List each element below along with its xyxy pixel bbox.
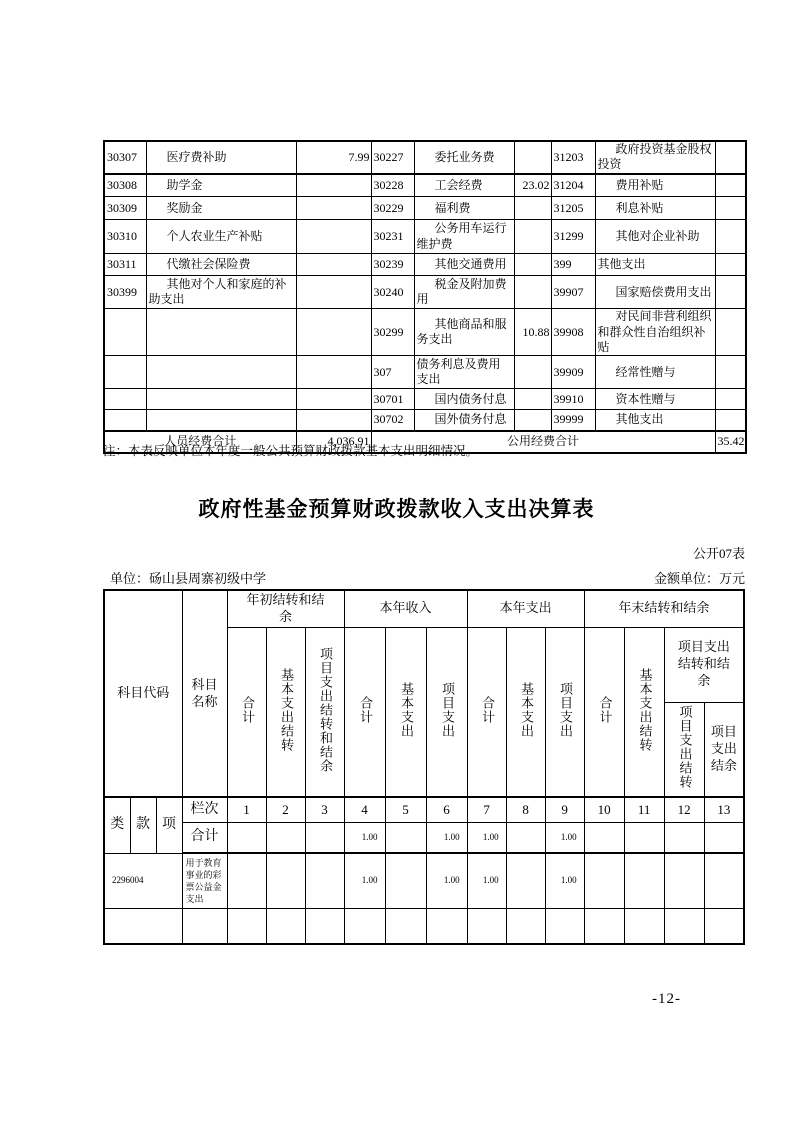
value-cell	[715, 276, 746, 309]
column-number: 12	[664, 797, 704, 822]
subject-name-header	[182, 590, 227, 797]
value-cell	[266, 822, 305, 853]
col-project-carry-text: 项目支出结转	[677, 705, 693, 790]
value-cell	[584, 853, 624, 908]
col-basic-carry-header	[624, 627, 664, 797]
value-cell	[545, 908, 584, 944]
name-cell: 其他对个人和家庭的补助支出	[146, 276, 296, 309]
value-cell	[715, 389, 746, 410]
name-cell: 代缴社会保险费	[146, 254, 296, 276]
value-cell	[514, 220, 551, 254]
code-cell	[104, 410, 146, 431]
unit-line	[110, 568, 745, 587]
column-number: 8	[506, 797, 545, 822]
col-total-header	[344, 627, 385, 797]
personnel-total-value: 4,036.91	[296, 431, 371, 453]
code-cell: 39910	[551, 389, 595, 410]
value-cell	[624, 822, 664, 853]
value-cell	[296, 197, 371, 220]
col-project-balance-header	[704, 702, 744, 797]
value-cell	[227, 822, 266, 853]
code-cell: 30229	[371, 197, 414, 220]
value-cell: 1.00	[344, 822, 385, 853]
value-cell	[385, 853, 426, 908]
col-basic-carry-header	[266, 627, 305, 797]
value-cell	[584, 822, 624, 853]
column-number: 11	[624, 797, 664, 822]
column-index-label: 栏次	[182, 797, 227, 822]
col-project-expense-text: 项目支出	[439, 681, 455, 738]
table-row	[104, 197, 746, 220]
col-basic-expense-header	[385, 627, 426, 797]
value-cell	[385, 822, 426, 853]
col-project-carry-header	[664, 702, 704, 797]
name-cell: 福利费	[414, 197, 514, 220]
value-cell	[664, 822, 704, 853]
col-basic-expense-header	[506, 627, 545, 797]
value-cell	[506, 908, 545, 944]
table-basic-expense-detail	[103, 140, 747, 454]
value-cell	[715, 309, 746, 356]
subject-code-header: 科目代码	[104, 590, 182, 797]
value-cell: 1.00	[545, 822, 584, 853]
value-cell	[514, 356, 551, 389]
column-number: 7	[467, 797, 506, 822]
column-number: 6	[426, 797, 467, 822]
value-cell	[715, 197, 746, 220]
name-cell: 资本性赠与	[595, 389, 715, 410]
value-cell	[715, 174, 746, 197]
value-cell	[715, 220, 746, 254]
project-carry-balance-subgroup-text: 项目支出结转和结余	[677, 639, 730, 689]
col-total-header	[584, 627, 624, 797]
value-cell: 1.00	[426, 853, 467, 908]
value-cell	[296, 309, 371, 356]
value-cell	[296, 276, 371, 309]
value-cell: 7.99	[296, 141, 371, 174]
code-cell: 30227	[371, 141, 414, 174]
col-total-text: 合计	[357, 695, 373, 724]
value-cell	[296, 410, 371, 431]
column-number: 4	[344, 797, 385, 822]
value-cell	[305, 908, 344, 944]
value-cell: 1.00	[426, 822, 467, 853]
column-number: 3	[305, 797, 344, 822]
code-cell: 39999	[551, 410, 595, 431]
value-cell	[506, 853, 545, 908]
col-total-text: 合计	[480, 695, 495, 724]
section-header: 款	[130, 797, 156, 853]
name-cell: 对民间非营利组织和群众性自治组织补贴	[595, 309, 715, 356]
table-row	[104, 389, 746, 410]
table-row	[104, 254, 746, 276]
name-cell: 政府投资基金股权投资	[595, 141, 715, 174]
begin-balance-group-header	[227, 590, 344, 627]
name-cell: 工会经费	[414, 174, 514, 197]
value-cell	[624, 853, 664, 908]
name-cell	[146, 389, 296, 410]
column-number: 2	[266, 797, 305, 822]
code-cell: 30702	[371, 410, 414, 431]
code-cell	[104, 356, 146, 389]
col-project-balance-text: 项目支出结余	[710, 724, 737, 773]
subject-name-text: 科目名称	[191, 676, 218, 709]
item-header: 项	[156, 797, 182, 853]
value-cell	[344, 908, 385, 944]
subject-name-cell: 用于教育事业的彩票公益金支出	[182, 853, 227, 908]
code-cell: 30231	[371, 220, 414, 254]
value-cell	[704, 822, 744, 853]
subject-code-cell: 2296004	[104, 853, 182, 908]
value-cell	[305, 822, 344, 853]
value-cell: 23.02	[514, 174, 551, 197]
code-cell: 31203	[551, 141, 595, 174]
value-cell	[715, 141, 746, 174]
value-cell	[514, 276, 551, 309]
empty-row	[104, 908, 744, 944]
code-cell: 31204	[551, 174, 595, 197]
name-cell: 其他对企业补助	[595, 220, 715, 254]
value-cell: 10.88	[514, 309, 551, 356]
name-cell: 税金及附加费用	[414, 276, 514, 309]
value-cell	[514, 254, 551, 276]
page-title: 政府性基金预算财政拨款收入支出决算表	[198, 497, 595, 521]
name-cell: 利息补贴	[595, 197, 715, 220]
name-cell: 委托业务费	[414, 141, 514, 174]
value-cell	[266, 908, 305, 944]
name-cell: 国家赔偿费用支出	[595, 276, 715, 309]
code-cell: 30299	[371, 309, 414, 356]
subject-name-cell	[182, 908, 227, 944]
col-basic-carry-text: 基本支出结转	[278, 667, 294, 752]
code-cell	[104, 389, 146, 410]
code-cell: 30228	[371, 174, 414, 197]
amount-unit: 金额单位：万元	[653, 571, 745, 586]
table-row	[104, 220, 746, 254]
table-row	[104, 174, 746, 197]
value-cell	[296, 174, 371, 197]
column-number: 1	[227, 797, 266, 822]
value-cell	[227, 908, 266, 944]
name-cell: 费用补贴	[595, 174, 715, 197]
value-cell	[426, 908, 467, 944]
col-project-expense-header	[426, 627, 467, 797]
column-number: 9	[545, 797, 584, 822]
value-cell	[584, 908, 624, 944]
column-number-row	[104, 797, 744, 822]
column-number: 10	[584, 797, 624, 822]
unit-name: 单位：砀山县周寨初级中学	[110, 571, 267, 586]
year-income-group-header: 本年收入	[344, 590, 467, 627]
code-cell: 30240	[371, 276, 414, 309]
name-cell: 其他商品和服务支出	[414, 309, 514, 356]
col-total-header	[467, 627, 506, 797]
code-cell: 30309	[104, 197, 146, 220]
col-total-text: 合计	[597, 695, 613, 724]
value-cell	[664, 853, 704, 908]
value-cell	[266, 853, 305, 908]
name-cell: 其他交通费用	[414, 254, 514, 276]
name-cell: 医疗费补助	[146, 141, 296, 174]
value-cell	[296, 389, 371, 410]
project-carry-balance-subgroup-header	[664, 627, 744, 702]
table-row	[104, 356, 746, 389]
name-cell: 个人农业生产补贴	[146, 220, 296, 254]
value-cell	[227, 853, 266, 908]
name-cell: 其他支出	[595, 254, 715, 276]
name-cell	[146, 356, 296, 389]
value-cell: 1.00	[467, 853, 506, 908]
code-cell: 30239	[371, 254, 414, 276]
name-cell: 国外债务付息	[414, 410, 514, 431]
name-cell	[146, 410, 296, 431]
code-cell: 30311	[104, 254, 146, 276]
value-cell	[514, 389, 551, 410]
table-gov-fund-budget	[103, 589, 745, 945]
code-cell: 31299	[551, 220, 595, 254]
year-expense-group-header: 本年支出	[467, 590, 584, 627]
value-cell	[296, 220, 371, 254]
page-number: -12-	[652, 991, 681, 1007]
value-cell	[715, 254, 746, 276]
personnel-total-label: 人员经费合计	[104, 431, 296, 453]
value-cell: 1.00	[467, 822, 506, 853]
col-total-text: 合计	[239, 695, 255, 724]
name-cell	[146, 309, 296, 356]
public-total-label: 公用经费合计	[371, 431, 715, 453]
column-number: 13	[704, 797, 744, 822]
table-row	[104, 141, 746, 174]
col-project-carry-balance-header	[305, 627, 344, 797]
code-cell: 39907	[551, 276, 595, 309]
begin-balance-text: 年初结转和结余	[246, 592, 325, 624]
value-cell: 1.00	[545, 853, 584, 908]
code-cell: 30399	[104, 276, 146, 309]
code-cell: 399	[551, 254, 595, 276]
code-cell: 307	[371, 356, 414, 389]
code-cell: 39908	[551, 309, 595, 356]
col-basic-carry-text: 基本支出结转	[637, 667, 653, 752]
data-row-2296004	[104, 853, 744, 908]
code-cell: 30308	[104, 174, 146, 197]
name-cell: 助学金	[146, 174, 296, 197]
name-cell: 公务用车运行维护费	[414, 220, 514, 254]
name-cell: 国内债务付息	[414, 389, 514, 410]
code-cell	[104, 309, 146, 356]
end-balance-group-header: 年末结转和结余	[584, 590, 744, 627]
code-cell: 39909	[551, 356, 595, 389]
value-cell	[514, 141, 551, 174]
column-number: 5	[385, 797, 426, 822]
value-cell	[514, 197, 551, 220]
value-cell	[506, 822, 545, 853]
name-cell: 经常性赠与	[595, 356, 715, 389]
class-header: 类	[104, 797, 130, 853]
name-cell: 奖励金	[146, 197, 296, 220]
value-cell: 1.00	[344, 853, 385, 908]
value-cell	[664, 908, 704, 944]
table-row	[104, 276, 746, 309]
header-group-row	[104, 590, 744, 627]
value-cell	[704, 853, 744, 908]
code-cell: 30310	[104, 220, 146, 254]
col-total-header	[227, 627, 266, 797]
value-cell	[704, 908, 744, 944]
col-basic-expense-text: 基本支出	[398, 681, 414, 738]
table-row	[104, 410, 746, 431]
table-row	[104, 309, 746, 356]
value-cell	[715, 410, 746, 431]
public-total-value: 35.42	[715, 431, 746, 453]
value-cell	[305, 853, 344, 908]
subject-code-cell	[104, 908, 182, 944]
value-cell	[385, 908, 426, 944]
grand-total-label: 合计	[182, 822, 227, 853]
grand-total-row	[104, 822, 744, 853]
table-note: 注：本表反映单位本年度一般公共预算财政拨款基本支出明细情况。	[103, 444, 479, 458]
code-cell: 30307	[104, 141, 146, 174]
value-cell	[514, 410, 551, 431]
value-cell	[715, 356, 746, 389]
col-basic-expense-text: 基本支出	[519, 681, 534, 738]
table-number: 公开07表	[692, 546, 745, 561]
value-cell	[296, 356, 371, 389]
col-project-expense-header	[545, 627, 584, 797]
value-cell	[467, 908, 506, 944]
name-cell: 其他支出	[595, 410, 715, 431]
code-cell: 31205	[551, 197, 595, 220]
code-cell: 30701	[371, 389, 414, 410]
col-project-carry-balance-text: 项目支出结转和结余	[317, 646, 333, 773]
value-cell	[624, 908, 664, 944]
col-project-expense-text: 项目支出	[558, 681, 574, 738]
name-cell: 债务利息及费用支出	[414, 356, 514, 389]
value-cell	[296, 254, 371, 276]
